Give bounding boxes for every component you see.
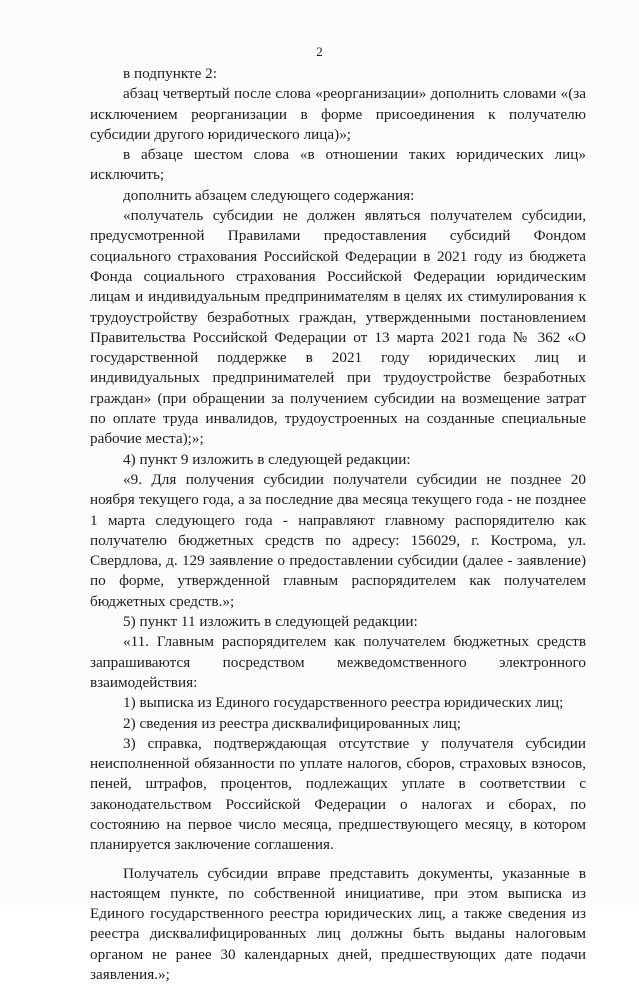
paragraph: «получатель субсидии не должен являться получателем субсидии, предусмотренной Правилами предоставления субсидий Фондом социального страхования Российской Федерации в 2021 году из бюджета Фонда социального страхования Российской Федерации юридическим лицам и индивидуальным предпринимателям в целях их стимулирования к трудоустройству безработных граждан, утвержденными постановлением Правительства Российской Федерации от 13 марта 2021 года № 362 «О государственной поддержке в 2021 году юридических лиц и индивидуальных предпринимателей при трудоустройстве безработных граждан» (при обращении за получением субсидии на возмещение затрат по оплате труда инвалидов, трудоустроенных на созданные специальные рабочие места);»; (90, 207, 586, 448)
document-body (90, 64, 586, 985)
paragraph: Получатель субсидии вправе представить документы, указанные в настоящем пункте, по собственной инициативе, при этом выписка из Единого государственного реестра юридических лиц, а также сведения из реестра дисквалифицированных лиц должны быть выданы налоговым органом не ранее 30 календарных дней, предшествующих дате подачи заявления.»; (90, 864, 586, 984)
paragraph: 5) пункт 11 изложить в следующей редакции: (123, 613, 418, 631)
paragraph: в абзаце шестом слова «в отношении таких юридических лиц» исключить; (90, 146, 586, 184)
paragraph: дополнить абзацем следующего содержания: (123, 186, 415, 204)
paragraph: в подпункте 2: (123, 65, 217, 82)
paragraph: «11. Главным распорядителем как получателем бюджетных средств запрашиваются посредством межведомственного электронного взаимодействия: (90, 633, 586, 691)
page-number: 2 (316, 44, 323, 59)
paragraph: «9. Для получения субсидии получатели субсидии не позднее 20 ноября текущего года, а за последние два месяца текущего года - не позднее 1 марта следующего года - направляют главному распорядителю как получателю бюджетных средств по адресу: 156029, г. Кострома, ул. Свердлова, д. 129 заявление о предоставлении субсидии (далее - заявление) по форме, утвержденной главным распорядителем как получателем бюджетных средств.»; (90, 470, 586, 610)
paragraph: 3) справка, подтверждающая отсутствие у получателя субсидии неисполненной обязанности по уплате налогов, сборов, страховых взносов, пеней, штрафов, процентов, подлежащих уплате в соответствии с законодательством Российской Федерации о налогах и сборах, по состоянию на первое число месяца, предшествующего месяцу, в котором планируется заключение соглашения. (90, 734, 586, 854)
paragraph: 1) выписка из Единого государственного реестра юридических лиц; (123, 694, 564, 712)
paragraph: абзац четвертый после слова «реорганизации» дополнить словами «(за исключением реорганизации в форме присоединения к получателю субсидии другого юридического лица)»; (90, 85, 586, 143)
paragraph: 4) пункт 9 изложить в следующей редакции: (123, 450, 411, 468)
paragraph: 2) сведения из реестра дисквалифицированных лиц; (123, 714, 461, 732)
